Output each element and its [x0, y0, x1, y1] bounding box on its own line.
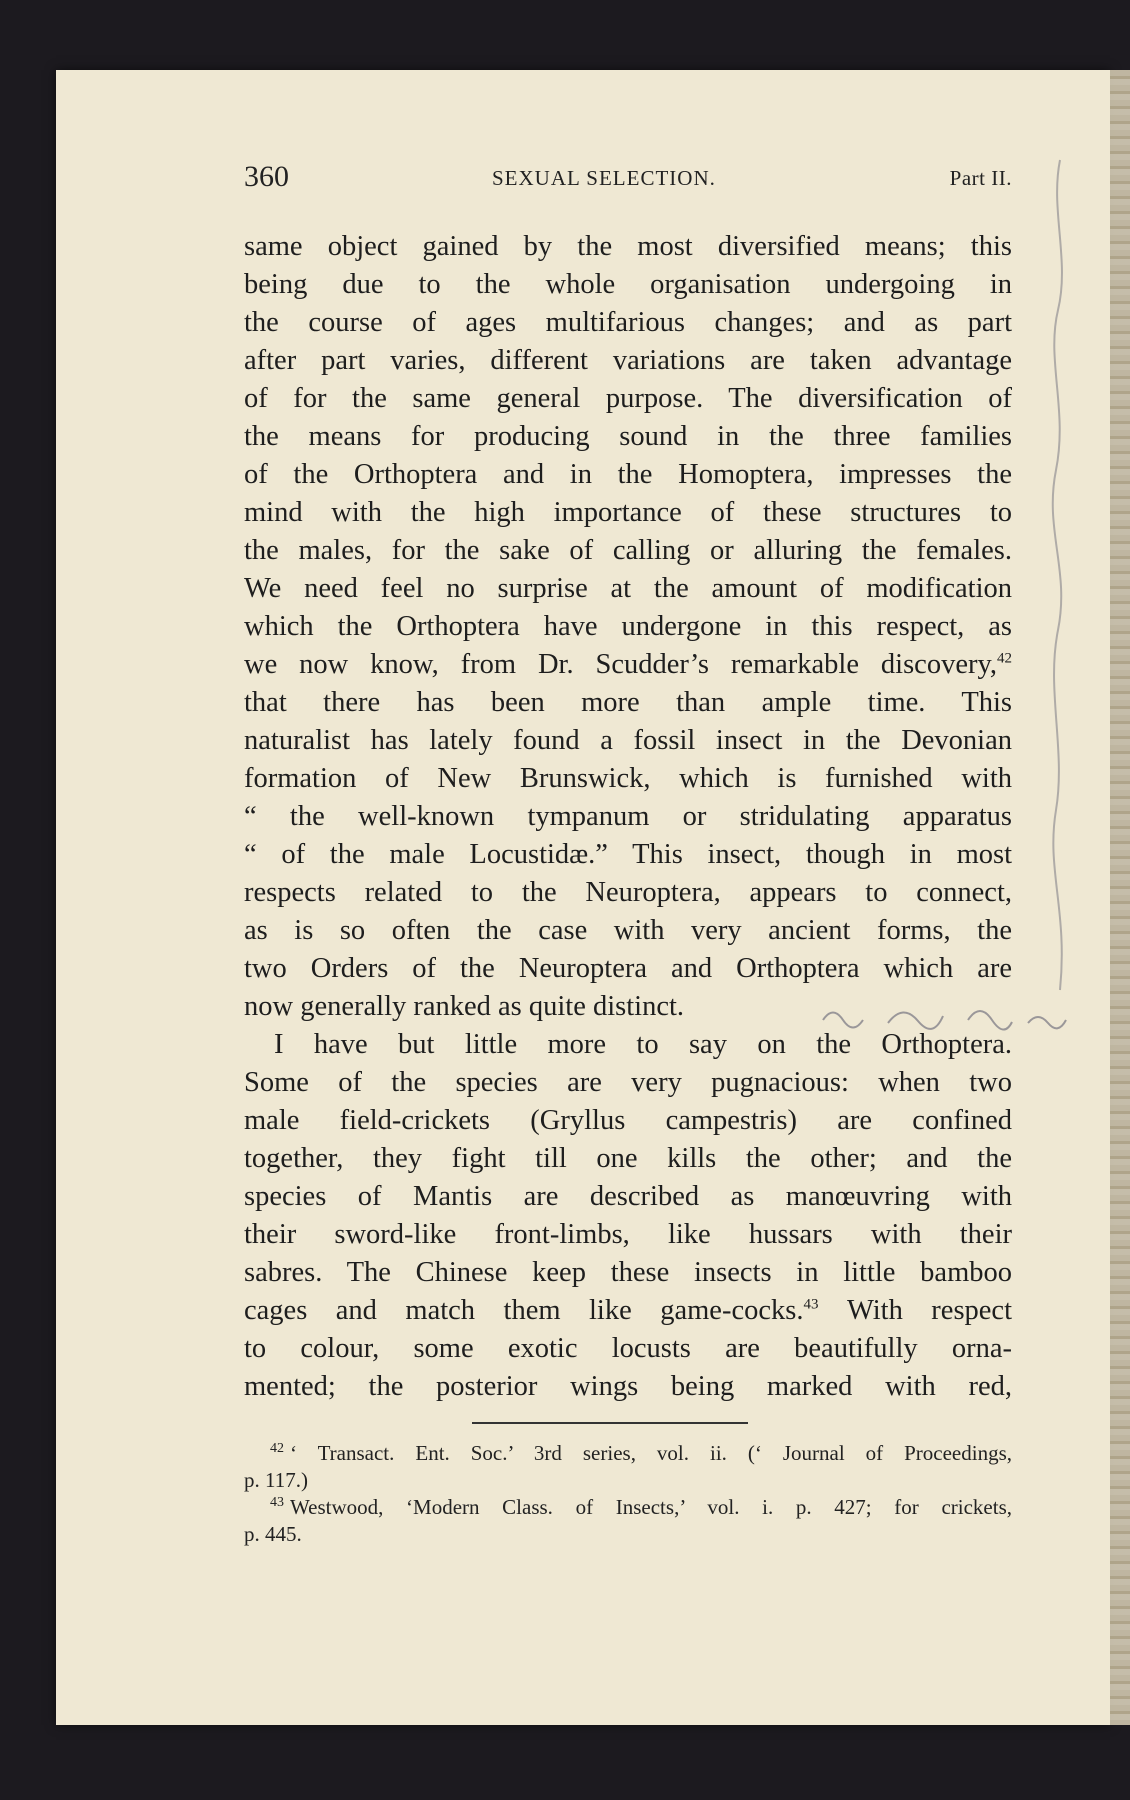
text-line: “ of the male Locustidæ.” This insect, though in most: [244, 839, 1012, 870]
running-title: SEXUAL SELECTION.: [492, 166, 716, 190]
text-line: cages and match them like game-cocks.: [244, 1295, 804, 1326]
text-line-tail: With respect: [846, 1295, 1013, 1326]
text-line: I have but little more to say on the Orthoptera.: [274, 1029, 1012, 1060]
text-line: two Orders of the Neuroptera and Orthoptera which are: [244, 953, 1012, 984]
note-ref-43: 43: [803, 1296, 819, 1313]
text-line-with-note: [244, 1292, 1012, 1330]
text-line: that there has been more than ample time. This: [244, 687, 1012, 718]
text-line: “ the well-known tympanum or stridulating apparatus: [244, 801, 1012, 832]
text-line: the means for producing sound in the three families: [244, 421, 1012, 452]
footnote-42-cont: p. 117.): [244, 1468, 308, 1492]
text-line: naturalist has lately found a fossil insect in the Devonian: [244, 725, 1012, 756]
text-line: of the Orthoptera and in the Homoptera, impresses the: [244, 459, 1012, 490]
text-line: the males, for the sake of calling or alluring the females.: [244, 535, 1012, 566]
part-label: Part II.: [949, 166, 1012, 190]
text-line: after part varies, different variations are taken advantage: [244, 345, 1012, 376]
footnote-mark: 43: [270, 1495, 284, 1510]
text-line: mind with the high importance of these structures to: [244, 497, 1012, 528]
handwritten-annotation: [818, 995, 1078, 1035]
text-line: respects related to the Neuroptera, appears to connect,: [244, 877, 1012, 908]
footnote-43: [244, 1494, 1012, 1521]
text-line-with-note: [244, 646, 1012, 684]
text-line: formation of New Brunswick, which is furnished with: [244, 763, 1012, 794]
footnote-42: [244, 1440, 1012, 1467]
running-header: [244, 160, 1012, 196]
text-line: mented; the posterior wings being marked with red,: [244, 1371, 1012, 1402]
text-line: being due to the whole organisation undergoing in: [244, 269, 1012, 300]
page-edge: [1110, 70, 1130, 1725]
footnotes: [244, 1440, 1012, 1548]
text-line: Some of the species are very pugnacious: when two: [244, 1067, 1012, 1098]
note-ref-42: 42: [997, 650, 1012, 667]
text-line: together, they fight till one kills the other; and the: [244, 1143, 1012, 1174]
page-number: 360: [244, 160, 289, 193]
footnote-text: Westwood, ‘Modern Class. of Insects,’ vol. i. p. 427; for crickets,: [290, 1495, 1012, 1519]
text-line: sabres. The Chinese keep these insects in little bamboo: [244, 1257, 1012, 1288]
text-line: species of Mantis are described as manœuvring with: [244, 1181, 1012, 1212]
text-line: the course of ages multifarious changes; and as part: [244, 307, 1012, 338]
text-line: their sword-like front-limbs, like hussars with their: [244, 1219, 1012, 1250]
text-line: to colour, some exotic locusts are beautifully orna-: [244, 1333, 1012, 1364]
text-line: as is so often the case with very ancient forms, the: [244, 915, 1012, 946]
footnote-rule: [472, 1422, 748, 1424]
text-line: we now know, from Dr. Scudder’s remarkable discovery,: [244, 649, 997, 680]
text-line: which the Orthoptera have undergone in this respect, as: [244, 611, 1012, 642]
text-line: We need feel no surprise at the amount of modification: [244, 573, 1012, 604]
footnote-mark: 42: [270, 1441, 284, 1456]
text-line: male field-crickets (Gryllus campestris) are confined: [244, 1105, 1012, 1136]
text-line: same object gained by the most diversified means; this: [244, 231, 1012, 262]
footnote-43-cont: p. 445.: [244, 1522, 302, 1546]
handwritten-margin-note: [1040, 150, 1080, 1010]
footnote-text: ‘ Transact. Ent. Soc.’ 3rd series, vol. ii. (‘ Journal of Proceedings,: [290, 1441, 1012, 1465]
text-line: of for the same general purpose. The diversification of: [244, 383, 1012, 414]
body-text: [244, 228, 1012, 1406]
text-line: now generally ranked as quite distinct.: [244, 991, 685, 1022]
